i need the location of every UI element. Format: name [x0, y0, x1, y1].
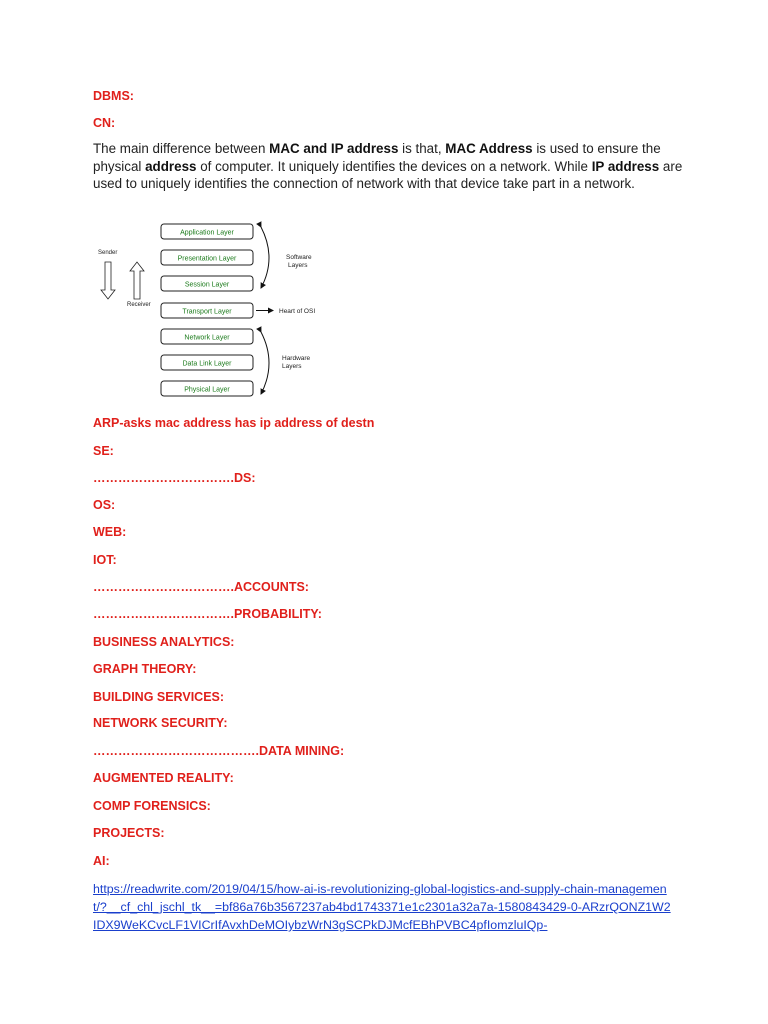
osi-layer-presentation [161, 250, 253, 265]
osi-layer-session [161, 276, 253, 291]
heading-dbms: DBMS: [93, 89, 134, 103]
heading-accounts: …………………………….ACCOUNTS: [93, 580, 309, 594]
heading-graph-theory: GRAPH THEORY: [93, 662, 197, 676]
heading-building-services: BUILDING SERVICES: [93, 690, 225, 704]
osi-layer-physical [161, 381, 253, 396]
para-text-3: is used to ensure the physical [93, 141, 661, 174]
heading-ai: AI: [93, 854, 110, 868]
para-text-5: are used to uniquely identifies the connection of network with that device take part in a network. [93, 158, 683, 191]
heading-arp: ARP-asks mac address has ip address of destn [93, 416, 375, 430]
hardware-label-line1: Hardware [282, 355, 311, 362]
receiver-label: Receiver [127, 302, 151, 308]
software-label-line2: Layers [288, 262, 308, 269]
heading-probability: …………………………….PROBABILITY: [93, 607, 322, 621]
heading-augmented-reality: AUGMENTED REALITY: [93, 771, 234, 785]
heading-se: SE: [93, 444, 114, 458]
heading-network-security: NETWORK SECURITY: [93, 716, 228, 730]
down-arrow-icon [101, 262, 115, 299]
heading-comp-forensics: COMP FORENSICS: [93, 799, 211, 813]
osi-layer-application [161, 224, 253, 239]
para-bold-mac-ip: MAC and IP address [269, 141, 399, 156]
heading-business-analytics: BUSINESS ANALYTICS: [93, 635, 235, 649]
heading-os: OS: [93, 498, 116, 512]
layer-label: Presentation Layer [177, 255, 237, 263]
layer-label: Physical Layer [184, 386, 230, 394]
hardware-bracket [261, 332, 269, 394]
layer-label: Network Layer [184, 334, 230, 342]
software-label-line1: Software [286, 254, 312, 261]
para-bold-mac-address: MAC Address [445, 141, 533, 156]
osi-layer-transport [161, 303, 253, 318]
para-bold-ip-address: IP address [591, 158, 660, 174]
up-arrow-icon [130, 262, 144, 299]
para-text-2: is that, [398, 141, 446, 156]
hardware-label-line2: Layers [282, 363, 302, 370]
sender-label: Sender [98, 250, 118, 256]
layer-label: Application Layer [180, 229, 234, 237]
heading-projects: PROJECTS: [93, 826, 165, 840]
osi-layer-network [161, 329, 253, 344]
heading-ds: …………………………….DS: [93, 471, 256, 485]
layer-label: Transport Layer [182, 308, 232, 316]
readwrite-ai-logistics-link[interactable]: https://readwrite.com/2019/04/15/how-ai-is-revolutionizing-global-logistics-and-supply-chain-management/?__cf_chl_jschl_tk__=bf86a76b3567237ab4bd1743371e1c2301a32a7a-1580843429-0-ARzrQONZ1W2IDX9WeKCvcLF1VICrIfAvxhDeMOIybzWrN3gSCPkDJMcfEBhPVBC4pfIomzluIQp- [93, 882, 671, 932]
osi-layer-data-link [161, 355, 253, 370]
heading-web: WEB: [93, 525, 127, 539]
heart-label: Heart of OSI [279, 308, 316, 315]
software-bracket [261, 227, 269, 288]
osi-model-diagram [93, 220, 333, 402]
layer-label: Data Link Layer [182, 360, 232, 368]
para-text-4: of computer. It uniquely identifies the devices on a network. While [196, 158, 592, 174]
heading-iot: IOT: [93, 553, 117, 567]
mac-ip-paragraph [93, 140, 683, 193]
para-text-1: The main difference between [93, 141, 270, 156]
para-bold-address: address [145, 158, 197, 174]
heading-cn: CN: [93, 116, 116, 130]
heading-data-mining: ………………………………….DATA MINING: [93, 744, 345, 758]
layer-label: Session Layer [184, 281, 230, 289]
